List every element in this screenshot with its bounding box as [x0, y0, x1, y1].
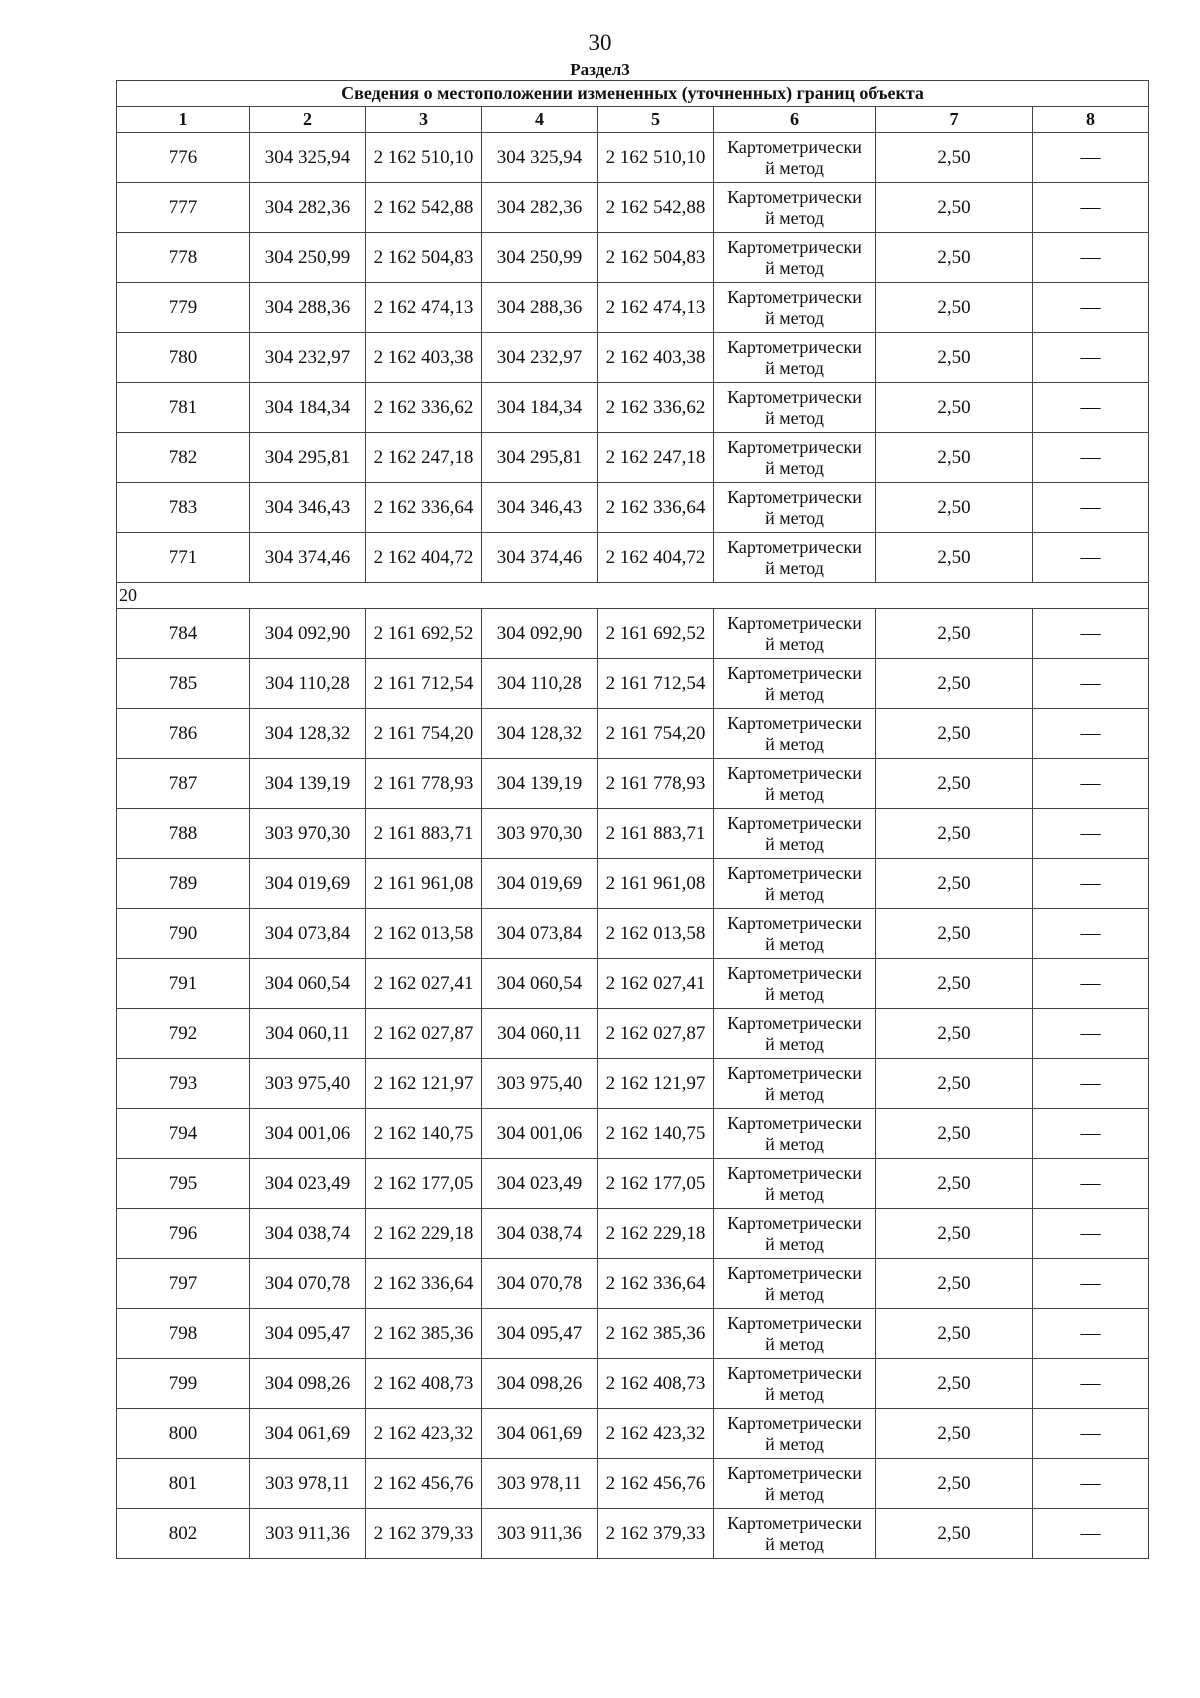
- accuracy-cell: 2,50: [876, 709, 1033, 759]
- y-new-cell: 2 161 754,20: [598, 709, 714, 759]
- method-cell: Картометрически й метод: [714, 1309, 876, 1359]
- y-old-cell: 2 162 510,10: [366, 133, 482, 183]
- x-old-cell: 304 070,78: [250, 1259, 366, 1309]
- x-old-cell: 304 001,06: [250, 1109, 366, 1159]
- table-row: [117, 1159, 1149, 1209]
- x-new-cell: 304 060,54: [482, 959, 598, 1009]
- accuracy-cell: 2,50: [876, 959, 1033, 1009]
- description-cell: —: [1033, 1409, 1149, 1459]
- y-old-cell: 2 162 403,38: [366, 333, 482, 383]
- y-new-cell: 2 162 408,73: [598, 1359, 714, 1409]
- y-old-cell: 2 161 961,08: [366, 859, 482, 909]
- accuracy-cell: 2,50: [876, 609, 1033, 659]
- description-cell: —: [1033, 709, 1149, 759]
- point-number-cell: 801: [117, 1459, 250, 1509]
- x-old-cell: 303 975,40: [250, 1059, 366, 1109]
- description-cell: —: [1033, 809, 1149, 859]
- point-number-cell: 800: [117, 1409, 250, 1459]
- y-old-cell: 2 162 336,64: [366, 1259, 482, 1309]
- method-cell: Картометрически й метод: [714, 133, 876, 183]
- point-number-cell: 778: [117, 233, 250, 283]
- table-caption-row: [117, 81, 1149, 107]
- x-old-cell: 304 098,26: [250, 1359, 366, 1409]
- y-old-cell: 2 162 423,32: [366, 1409, 482, 1459]
- accuracy-cell: 2,50: [876, 1009, 1033, 1059]
- x-new-cell: 304 184,34: [482, 383, 598, 433]
- table-row: [117, 959, 1149, 1009]
- y-old-cell: 2 162 027,41: [366, 959, 482, 1009]
- x-new-cell: 303 978,11: [482, 1459, 598, 1509]
- y-old-cell: 2 162 013,58: [366, 909, 482, 959]
- x-new-cell: 303 970,30: [482, 809, 598, 859]
- table-row: [117, 909, 1149, 959]
- x-new-cell: 304 061,69: [482, 1409, 598, 1459]
- description-cell: —: [1033, 609, 1149, 659]
- y-new-cell: 2 162 504,83: [598, 233, 714, 283]
- table-row: [117, 1059, 1149, 1109]
- x-old-cell: 304 288,36: [250, 283, 366, 333]
- y-new-cell: 2 161 692,52: [598, 609, 714, 659]
- x-new-cell: 304 232,97: [482, 333, 598, 383]
- method-cell: Картометрически й метод: [714, 383, 876, 433]
- table-row: [117, 759, 1149, 809]
- description-cell: —: [1033, 909, 1149, 959]
- y-old-cell: 2 162 385,36: [366, 1309, 482, 1359]
- x-new-cell: 304 128,32: [482, 709, 598, 759]
- x-old-cell: 304 346,43: [250, 483, 366, 533]
- point-number-cell: 797: [117, 1259, 250, 1309]
- point-number-cell: 789: [117, 859, 250, 909]
- y-old-cell: 2 161 712,54: [366, 659, 482, 709]
- method-cell: Картометрически й метод: [714, 909, 876, 959]
- x-old-cell: 304 060,11: [250, 1009, 366, 1059]
- table-row: [117, 1259, 1149, 1309]
- accuracy-cell: 2,50: [876, 1309, 1033, 1359]
- y-old-cell: 2 162 177,05: [366, 1159, 482, 1209]
- column-number-6: 6: [714, 107, 876, 133]
- x-old-cell: 304 295,81: [250, 433, 366, 483]
- y-old-cell: 2 162 456,76: [366, 1459, 482, 1509]
- method-cell: Картометрически й метод: [714, 1409, 876, 1459]
- table-row: [117, 1509, 1149, 1559]
- x-old-cell: 304 325,94: [250, 133, 366, 183]
- point-number-cell: 784: [117, 609, 250, 659]
- method-cell: Картометрически й метод: [714, 1359, 876, 1409]
- accuracy-cell: 2,50: [876, 1059, 1033, 1109]
- method-cell: Картометрически й метод: [714, 1209, 876, 1259]
- description-cell: —: [1033, 533, 1149, 583]
- column-number-5: 5: [598, 107, 714, 133]
- method-cell: Картометрически й метод: [714, 959, 876, 1009]
- table-row: [117, 1459, 1149, 1509]
- y-old-cell: 2 162 504,83: [366, 233, 482, 283]
- accuracy-cell: 2,50: [876, 1409, 1033, 1459]
- point-number-cell: 771: [117, 533, 250, 583]
- accuracy-cell: 2,50: [876, 333, 1033, 383]
- y-new-cell: 2 162 542,88: [598, 183, 714, 233]
- method-cell: Картометрически й метод: [714, 1009, 876, 1059]
- x-old-cell: 304 139,19: [250, 759, 366, 809]
- accuracy-cell: 2,50: [876, 433, 1033, 483]
- table-row: [117, 1009, 1149, 1059]
- accuracy-cell: 2,50: [876, 1159, 1033, 1209]
- description-cell: —: [1033, 1059, 1149, 1109]
- column-number-2: 2: [250, 107, 366, 133]
- description-cell: —: [1033, 433, 1149, 483]
- y-new-cell: 2 161 961,08: [598, 859, 714, 909]
- y-old-cell: 2 162 474,13: [366, 283, 482, 333]
- y-new-cell: 2 162 510,10: [598, 133, 714, 183]
- y-old-cell: 2 162 336,62: [366, 383, 482, 433]
- table-row: [117, 333, 1149, 383]
- column-number-7: 7: [876, 107, 1033, 133]
- accuracy-cell: 2,50: [876, 659, 1033, 709]
- table-body: [117, 81, 1149, 1559]
- y-old-cell: 2 162 121,97: [366, 1059, 482, 1109]
- y-new-cell: 2 162 403,38: [598, 333, 714, 383]
- method-cell: Картометрически й метод: [714, 809, 876, 859]
- point-number-cell: 799: [117, 1359, 250, 1409]
- point-number-cell: 793: [117, 1059, 250, 1109]
- description-cell: —: [1033, 1159, 1149, 1209]
- accuracy-cell: 2,50: [876, 133, 1033, 183]
- contour-label: 20: [117, 583, 1149, 609]
- method-cell: Картометрически й метод: [714, 533, 876, 583]
- x-old-cell: 303 970,30: [250, 809, 366, 859]
- y-old-cell: 2 161 692,52: [366, 609, 482, 659]
- x-new-cell: 304 073,84: [482, 909, 598, 959]
- point-number-cell: 798: [117, 1309, 250, 1359]
- x-old-cell: 304 250,99: [250, 233, 366, 283]
- description-cell: —: [1033, 959, 1149, 1009]
- x-new-cell: 304 374,46: [482, 533, 598, 583]
- method-cell: Картометрически й метод: [714, 1259, 876, 1309]
- x-new-cell: 304 098,26: [482, 1359, 598, 1409]
- table-row: [117, 609, 1149, 659]
- accuracy-cell: 2,50: [876, 283, 1033, 333]
- x-new-cell: 304 346,43: [482, 483, 598, 533]
- x-old-cell: 304 023,49: [250, 1159, 366, 1209]
- point-number-cell: 788: [117, 809, 250, 859]
- x-new-cell: 304 060,11: [482, 1009, 598, 1059]
- section-title: Раздел3: [570, 60, 630, 79]
- x-new-cell: 303 975,40: [482, 1059, 598, 1109]
- y-new-cell: 2 162 121,97: [598, 1059, 714, 1109]
- page-number: 30: [588, 30, 612, 55]
- accuracy-cell: 2,50: [876, 859, 1033, 909]
- accuracy-cell: 2,50: [876, 533, 1033, 583]
- table-row: [117, 1409, 1149, 1459]
- table-row: [117, 859, 1149, 909]
- description-cell: —: [1033, 1209, 1149, 1259]
- table-row: [117, 659, 1149, 709]
- description-cell: —: [1033, 383, 1149, 433]
- accuracy-cell: 2,50: [876, 909, 1033, 959]
- x-old-cell: 304 128,32: [250, 709, 366, 759]
- accuracy-cell: 2,50: [876, 233, 1033, 283]
- point-number-cell: 780: [117, 333, 250, 383]
- y-old-cell: 2 161 883,71: [366, 809, 482, 859]
- method-cell: Картометрически й метод: [714, 433, 876, 483]
- table-row: [117, 233, 1149, 283]
- method-cell: Картометрически й метод: [714, 659, 876, 709]
- description-cell: —: [1033, 333, 1149, 383]
- point-number-cell: 795: [117, 1159, 250, 1209]
- description-cell: —: [1033, 1259, 1149, 1309]
- x-new-cell: 304 282,36: [482, 183, 598, 233]
- x-old-cell: 303 911,36: [250, 1509, 366, 1559]
- y-old-cell: 2 161 754,20: [366, 709, 482, 759]
- y-new-cell: 2 161 883,71: [598, 809, 714, 859]
- description-cell: —: [1033, 659, 1149, 709]
- x-new-cell: 304 325,94: [482, 133, 598, 183]
- accuracy-cell: 2,50: [876, 1209, 1033, 1259]
- point-number-cell: 791: [117, 959, 250, 1009]
- table-row: [117, 283, 1149, 333]
- description-cell: —: [1033, 1009, 1149, 1059]
- accuracy-cell: 2,50: [876, 809, 1033, 859]
- x-new-cell: 304 019,69: [482, 859, 598, 909]
- x-new-cell: 304 023,49: [482, 1159, 598, 1209]
- table-row: [117, 1309, 1149, 1359]
- description-cell: —: [1033, 1359, 1149, 1409]
- point-number-cell: 794: [117, 1109, 250, 1159]
- method-cell: Картометрически й метод: [714, 1159, 876, 1209]
- description-cell: —: [1033, 283, 1149, 333]
- method-cell: Картометрически й метод: [714, 183, 876, 233]
- y-old-cell: 2 162 542,88: [366, 183, 482, 233]
- y-new-cell: 2 162 336,62: [598, 383, 714, 433]
- y-new-cell: 2 162 404,72: [598, 533, 714, 583]
- column-number-3: 3: [366, 107, 482, 133]
- y-old-cell: 2 162 336,64: [366, 483, 482, 533]
- x-new-cell: 304 070,78: [482, 1259, 598, 1309]
- description-cell: —: [1033, 183, 1149, 233]
- y-new-cell: 2 162 229,18: [598, 1209, 714, 1259]
- y-new-cell: 2 162 336,64: [598, 483, 714, 533]
- description-cell: —: [1033, 859, 1149, 909]
- method-cell: Картометрически й метод: [714, 859, 876, 909]
- y-old-cell: 2 162 379,33: [366, 1509, 482, 1559]
- y-old-cell: 2 161 778,93: [366, 759, 482, 809]
- column-number-4: 4: [482, 107, 598, 133]
- method-cell: Картометрически й метод: [714, 709, 876, 759]
- method-cell: Картометрически й метод: [714, 759, 876, 809]
- method-cell: Картометрически й метод: [714, 1059, 876, 1109]
- x-new-cell: 304 038,74: [482, 1209, 598, 1259]
- table-row: [117, 1209, 1149, 1259]
- y-old-cell: 2 162 404,72: [366, 533, 482, 583]
- point-number-cell: 790: [117, 909, 250, 959]
- table-row: [117, 533, 1149, 583]
- table-row: [117, 1109, 1149, 1159]
- x-old-cell: 304 282,36: [250, 183, 366, 233]
- x-old-cell: 304 038,74: [250, 1209, 366, 1259]
- y-new-cell: 2 161 778,93: [598, 759, 714, 809]
- y-new-cell: 2 162 027,41: [598, 959, 714, 1009]
- x-new-cell: 304 295,81: [482, 433, 598, 483]
- table-row: [117, 809, 1149, 859]
- x-new-cell: 303 911,36: [482, 1509, 598, 1559]
- description-cell: —: [1033, 133, 1149, 183]
- y-new-cell: 2 162 456,76: [598, 1459, 714, 1509]
- column-number-8: 8: [1033, 107, 1149, 133]
- method-cell: Картометрически й метод: [714, 609, 876, 659]
- x-old-cell: 304 060,54: [250, 959, 366, 1009]
- accuracy-cell: 2,50: [876, 183, 1033, 233]
- x-new-cell: 304 095,47: [482, 1309, 598, 1359]
- accuracy-cell: 2,50: [876, 1509, 1033, 1559]
- y-old-cell: 2 162 408,73: [366, 1359, 482, 1409]
- y-old-cell: 2 162 247,18: [366, 433, 482, 483]
- x-old-cell: 304 095,47: [250, 1309, 366, 1359]
- table-row: [117, 483, 1149, 533]
- table-caption: Сведения о местоположении измененных (уточненных) границ объекта: [117, 81, 1149, 107]
- x-old-cell: 304 092,90: [250, 609, 366, 659]
- x-old-cell: 304 110,28: [250, 659, 366, 709]
- table-row: [117, 433, 1149, 483]
- description-cell: —: [1033, 483, 1149, 533]
- y-new-cell: 2 162 379,33: [598, 1509, 714, 1559]
- table-row: [117, 133, 1149, 183]
- x-old-cell: 304 232,97: [250, 333, 366, 383]
- x-old-cell: 304 061,69: [250, 1409, 366, 1459]
- point-number-cell: 781: [117, 383, 250, 433]
- column-number-1: 1: [117, 107, 250, 133]
- point-number-cell: 787: [117, 759, 250, 809]
- point-number-cell: 779: [117, 283, 250, 333]
- description-cell: —: [1033, 1109, 1149, 1159]
- y-new-cell: 2 162 385,36: [598, 1309, 714, 1359]
- y-new-cell: 2 161 712,54: [598, 659, 714, 709]
- method-cell: Картометрически й метод: [714, 283, 876, 333]
- method-cell: Картометрически й метод: [714, 1459, 876, 1509]
- point-number-cell: 796: [117, 1209, 250, 1259]
- table-row: [117, 709, 1149, 759]
- accuracy-cell: 2,50: [876, 1359, 1033, 1409]
- point-number-cell: 792: [117, 1009, 250, 1059]
- y-new-cell: 2 162 474,13: [598, 283, 714, 333]
- x-new-cell: 304 001,06: [482, 1109, 598, 1159]
- accuracy-cell: 2,50: [876, 1459, 1033, 1509]
- description-cell: —: [1033, 759, 1149, 809]
- x-old-cell: 304 184,34: [250, 383, 366, 433]
- accuracy-cell: 2,50: [876, 483, 1033, 533]
- contour-label-row: [117, 583, 1149, 609]
- y-new-cell: 2 162 013,58: [598, 909, 714, 959]
- point-number-cell: 786: [117, 709, 250, 759]
- y-old-cell: 2 162 027,87: [366, 1009, 482, 1059]
- x-new-cell: 304 092,90: [482, 609, 598, 659]
- description-cell: —: [1033, 1459, 1149, 1509]
- y-old-cell: 2 162 140,75: [366, 1109, 482, 1159]
- table-row: [117, 383, 1149, 433]
- description-cell: —: [1033, 1509, 1149, 1559]
- accuracy-cell: 2,50: [876, 1259, 1033, 1309]
- y-new-cell: 2 162 177,05: [598, 1159, 714, 1209]
- y-new-cell: 2 162 027,87: [598, 1009, 714, 1059]
- point-number-cell: 782: [117, 433, 250, 483]
- point-number-cell: 776: [117, 133, 250, 183]
- point-number-cell: 802: [117, 1509, 250, 1559]
- accuracy-cell: 2,50: [876, 759, 1033, 809]
- x-new-cell: 304 110,28: [482, 659, 598, 709]
- table-row: [117, 1359, 1149, 1409]
- point-number-cell: 777: [117, 183, 250, 233]
- y-new-cell: 2 162 336,64: [598, 1259, 714, 1309]
- boundary-table: [116, 80, 1149, 1559]
- y-new-cell: 2 162 247,18: [598, 433, 714, 483]
- x-new-cell: 304 139,19: [482, 759, 598, 809]
- method-cell: Картометрически й метод: [714, 1509, 876, 1559]
- x-old-cell: 303 978,11: [250, 1459, 366, 1509]
- method-cell: Картометрически й метод: [714, 233, 876, 283]
- y-new-cell: 2 162 140,75: [598, 1109, 714, 1159]
- table-row: [117, 183, 1149, 233]
- y-old-cell: 2 162 229,18: [366, 1209, 482, 1259]
- method-cell: Картометрически й метод: [714, 333, 876, 383]
- y-new-cell: 2 162 423,32: [598, 1409, 714, 1459]
- method-cell: Картометрически й метод: [714, 1109, 876, 1159]
- x-old-cell: 304 073,84: [250, 909, 366, 959]
- x-new-cell: 304 250,99: [482, 233, 598, 283]
- method-cell: Картометрически й метод: [714, 483, 876, 533]
- accuracy-cell: 2,50: [876, 1109, 1033, 1159]
- description-cell: —: [1033, 1309, 1149, 1359]
- accuracy-cell: 2,50: [876, 383, 1033, 433]
- x-new-cell: 304 288,36: [482, 283, 598, 333]
- column-number-row: [117, 107, 1149, 133]
- description-cell: —: [1033, 233, 1149, 283]
- point-number-cell: 783: [117, 483, 250, 533]
- x-old-cell: 304 374,46: [250, 533, 366, 583]
- x-old-cell: 304 019,69: [250, 859, 366, 909]
- point-number-cell: 785: [117, 659, 250, 709]
